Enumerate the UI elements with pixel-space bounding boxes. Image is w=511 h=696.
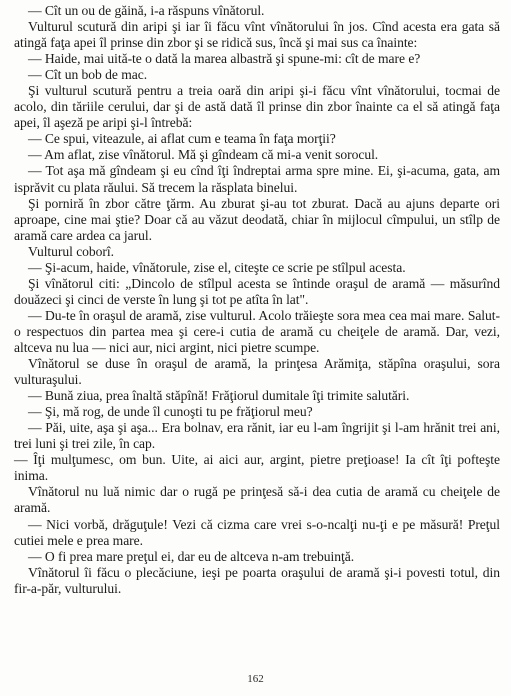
paragraph: Vînătorul îi făcu o plecăciune, ieşi pe poarta oraşului de aramă şi-i povesti totul, din fir-a-păr, vulturului. [14, 564, 500, 596]
paragraph: Vînătorul nu luă nimic dar o rugă pe prinţesă să-i dea cutia de aramă cu cheiţele de aramă. [14, 484, 500, 516]
paragraph: — Nici vorbă, drăguţule! Vezi că cizma care vrei s-o-ncalţi nu-ţi e pe măsură! Preţul cutiei mele e prea mare. [14, 516, 500, 548]
paragraph: — Îţi mulţumesc, om bun. Uite, ai aici aur, argint, pietre preţioase! Ia cît îţi pofteşte inima. [14, 452, 500, 484]
paragraph: — Şi-acum, haide, vînătorule, zise el, citeşte ce scrie pe stîlpul acesta. [28, 259, 406, 275]
paragraph: — Şi, mă rog, de unde îl cunoşti tu pe frăţiorul meu? [28, 404, 313, 420]
paragraph: — Ce spui, viteazule, ai aflat cum e teama în faţa morţii? [28, 131, 336, 147]
paragraph: — Cît un ou de găină, i-a răspuns vînătorul. [28, 3, 265, 18]
paragraph: — Haide, mai uită-te o dată la marea albastră şi spune-mi: cît de mare e? [28, 51, 421, 67]
paragraph: — Tot aşa mă gîndeam şi eu cînd îţi îndreptai arma spre mine. Ei, şi-acuma, gata, am isprăvit cu plata răului. Să trecem la răsplata binelui. [14, 163, 500, 195]
paragraph: Vînătorul se duse în oraşul de aramă, la prinţesa Arămiţa, stăpîna oraşului, sora vulturaşului. [14, 356, 500, 388]
page-number: 162 [247, 673, 264, 685]
paragraph: — Păi, uite, aşa şi aşa... Era bolnav, era rănit, iar eu l-am îngrijit şi l-am hrănit trei ani, trei luni şi trei zile, în cap. [14, 420, 500, 452]
paragraph: — Du-te în oraşul de aramă, zise vulturul. Acolo trăieşte sora mea cea mai mare. Salut-o respectuos din partea mea şi cere-i cutia de aramă cu cheiţele de aramă. Dar, vezi, altceva nu lua — nici aur, nici argint, nici pietre scumpe. [14, 307, 500, 355]
paragraph: Şi vulturul scutură pentru a treia oară din aripi şi-i făcu vînt vînătorului, tocmai de acolo, din tăriile cerului, dar şi de astă dată îl prinse din zbor înainte ca el să atingă faţa apei, îl aşeză pe aripi şi-l întrebă: [14, 83, 500, 131]
body-text [14, 3, 500, 597]
paragraph: Şi porniră în zbor către ţărm. Au zburat şi-au tot zburat. Dacă au ajuns departe ori aproape, cine mai ştie? Doar că au văzut deodată, chiar în mijlocul cîmpului, un stîlp de aramă care ardea ca jarul. [14, 195, 500, 243]
paragraph: — O fi prea mare preţul ei, dar eu de altceva n-am trebuinţă. [28, 548, 355, 564]
paragraph: — Cît un bob de mac. [28, 67, 148, 83]
paragraph: Vulturul scutură din aripi şi iar îi făcu vînt vînătorului în jos. Cînd acesta era gata să atingă faţa apei îl prinse din zbor şi se ridică sus, încă şi mai sus ca înainte: [14, 19, 500, 51]
paragraph: — Am aflat, zise vînătorul. Mă şi gîndeam că mi-a venit sorocul. [28, 147, 379, 163]
paragraph: Şi vînătorul citi: „Dincolo de stîlpul acesta se întinde oraşul de aramă — măsurînd douăzeci şi cinci de verste în lung şi tot pe atîta în lat". [14, 275, 500, 307]
paragraph: — Bună ziua, prea înaltă stăpînă! Frăţiorul dumitale îţi trimite salutări. [28, 388, 410, 404]
paragraph: Vulturul coborî. [28, 243, 114, 259]
